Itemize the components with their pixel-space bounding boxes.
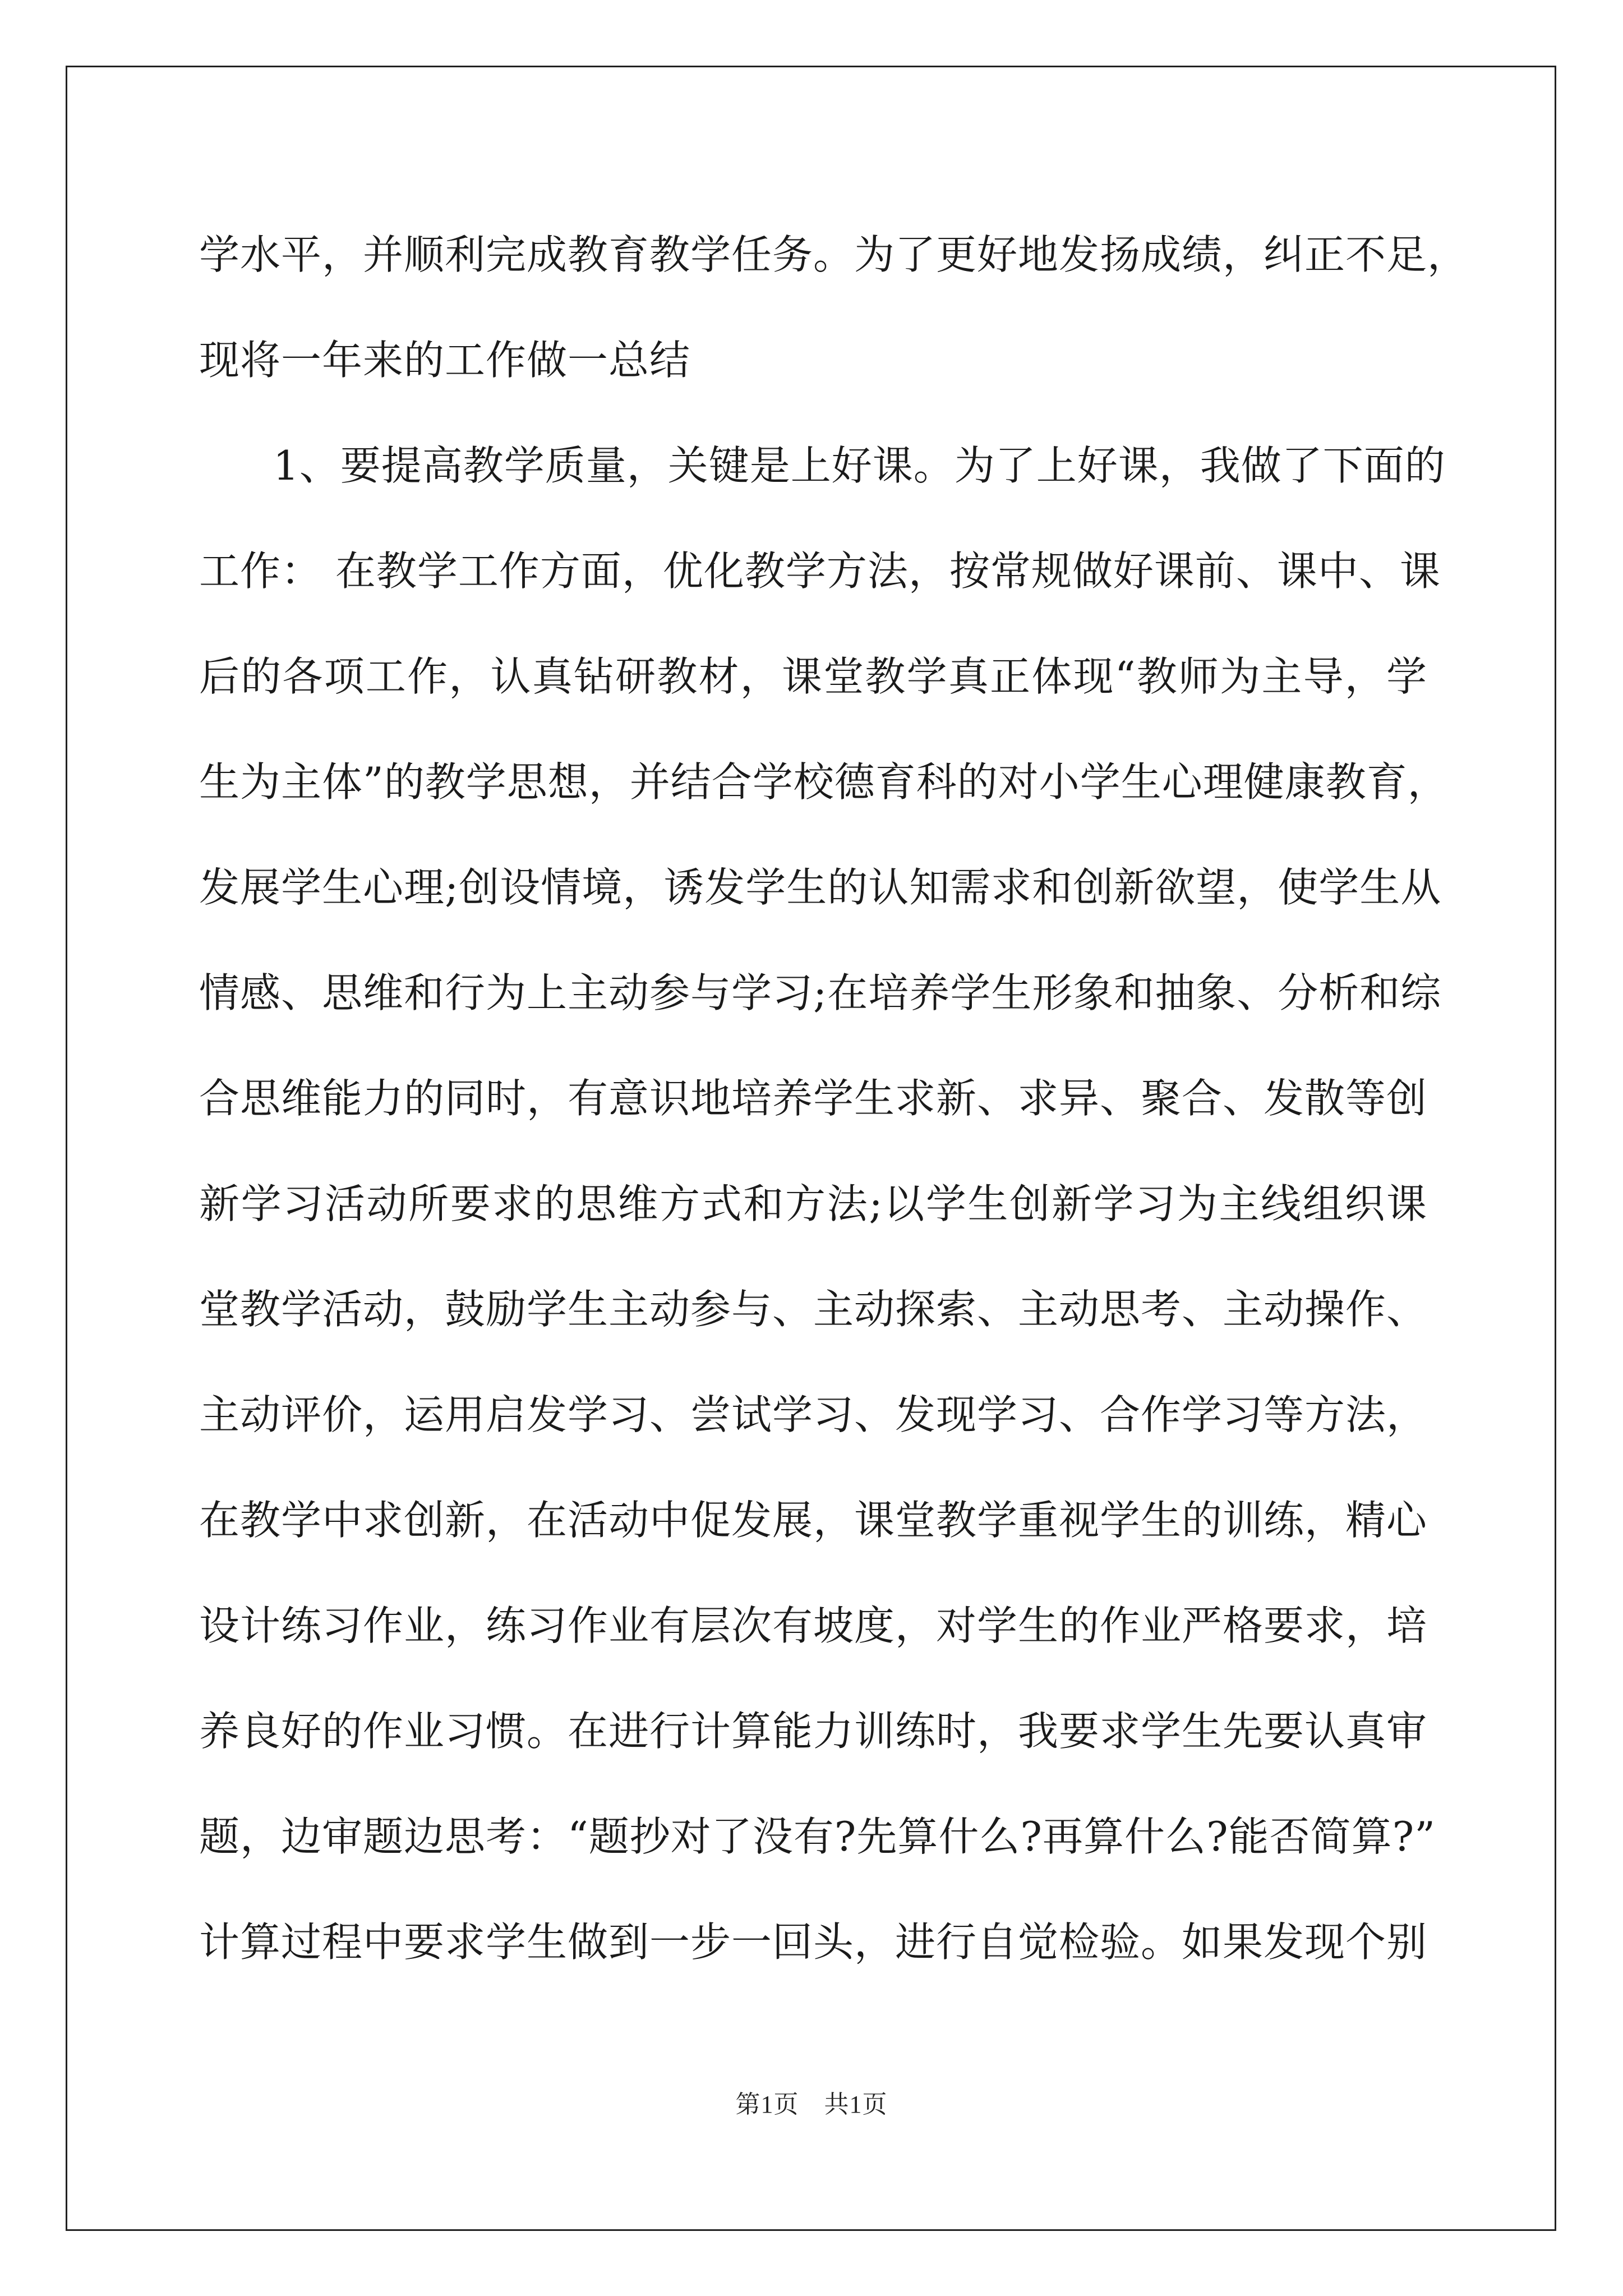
document-body (199, 202, 1469, 1995)
text-line: 题，边审题边思考：“题抄对了没有?先算什么?再算什么?能否简算?” (199, 1813, 1436, 1860)
text-line: 设计练习作业，练习作业有层次有坡度，对学生的作业严格要求，培 (199, 1602, 1428, 1649)
text-line: 新学习活动所要求的思维方式和方法;以学生创新学习为主线组织课 (199, 1180, 1427, 1227)
text-line: 养良好的作业习惯。在进行计算能力训练时，我要求学生先要认真审 (199, 1708, 1428, 1755)
paragraph-first-line: 1、要提高教学质量，关键是上好课。为了上好课，我做了下面的 (273, 442, 1446, 489)
text-line: 计算过程中要求学生做到一步一回头，进行自觉检验。如果发现个别 (199, 1918, 1428, 1966)
text-line: 工作： 在教学工作方面，优化教学方法，按常规做好课前、课中、课 (199, 547, 1441, 595)
text-line: 现将一年来的工作做一总结 (199, 337, 691, 384)
text-line: 后的各项工作，认真钻研教材，课堂教学真正体现“教师为主导，学 (199, 653, 1427, 700)
text-line: 生为主体”的教学思想，并结合学校德育科的对小学生心理健康教育， (199, 758, 1449, 806)
text-line: 学水平，并顺利完成教育教学任务。为了更好地发扬成绩，纠正不足， (199, 231, 1469, 278)
text-line: 在教学中求创新，在活动中促发展，课堂教学重视学生的训练，精心 (199, 1497, 1428, 1544)
page-number-footer: 第1页 共1页 (735, 2091, 888, 2118)
text-line: 合思维能力的同时，有意识地培养学生求新、求异、聚合、发散等创 (199, 1075, 1428, 1122)
text-line: 情感、思维和行为上主动参与学习;在培养学生形象和抽象、分析和综 (199, 969, 1442, 1016)
text-line: 堂教学活动，鼓励学生主动参与、主动探索、主动思考、主动操作、 (199, 1286, 1428, 1333)
text-line: 发展学生心理;创设情境，诱发学生的认知需求和创新欲望，使学生从 (199, 864, 1442, 911)
text-line: 主动评价，运用启发学习、尝试学习、发现学习、合作学习等方法， (199, 1391, 1428, 1438)
